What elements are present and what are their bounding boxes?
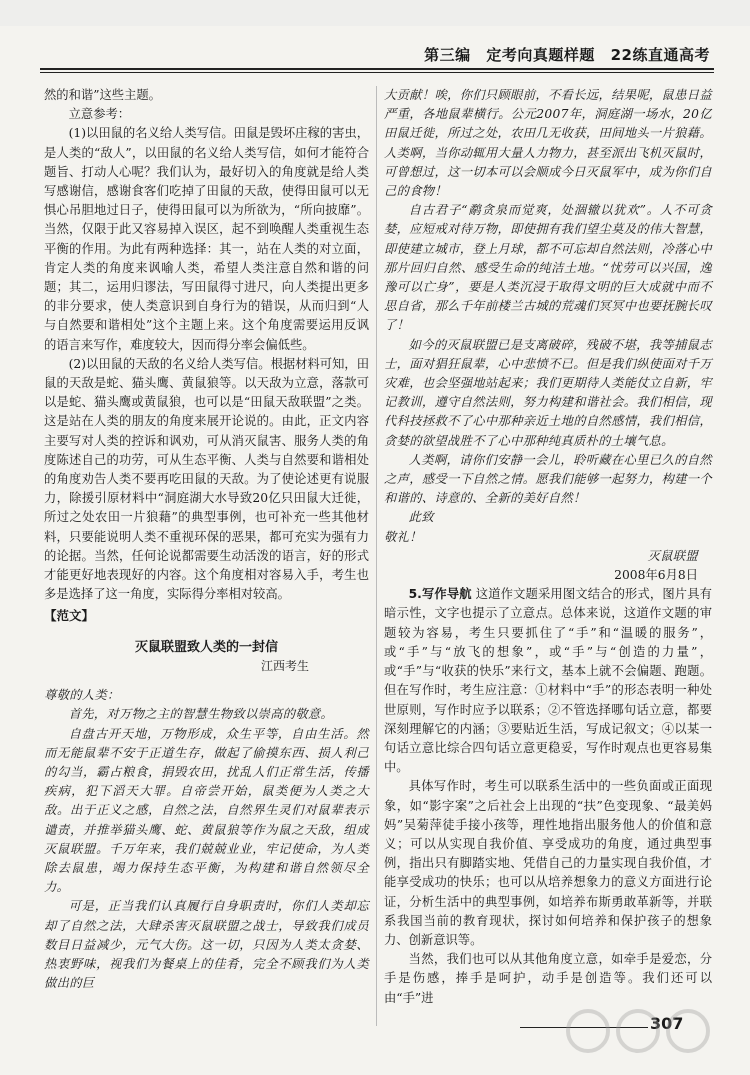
letter-paragraph: 如今的灭鼠联盟已是支离破碎，残破不堪，我等捕鼠志士，面对猖狂鼠辈，心中悲愤不已。但是我们纵使面对千万灾难，也会坚强地站起来；我们更期待人类能仗立自新，牢记教训，遵守自然法则，努力构建和谐社会。我们相信，现代科技拯救不了心中那种亲近土地的自然感情，我们相信，贪婪的欲望战胜不了心中那种纯真质朴的土壤气息。	[384, 337, 712, 448]
letter-paragraph: 人类啊，请你们安静一会儿，聆听藏在心里已久的自然之声，感受一下自然之情。愿我们能够一起努力，构建一个和谐的、诗意的、全新的美好自然！	[384, 452, 712, 506]
topic-label: 定考向真题样题	[486, 46, 595, 64]
paragraph: 当然，我们也可以从其他角度立意，如牵手是爱恋，分手是伤感，捧手是呵护，动手是创造等。我们还可以由“手”进	[384, 952, 712, 1005]
letter-signer: 灭鼠联盟	[647, 548, 698, 563]
header-rule-thin	[40, 72, 714, 73]
letter-paragraph: 自古君子“鹬贪泉而觉爽，处涸辙以犹欢”。人不可贪婪，应短戒对待万物，即使拥有我们望尘莫及的伟大智慧，即使建立城市，登上月球，都不可忘却自然法则，冷落心中那片回归自然、感受生命的纯洁土地。“忧劳可以兴国，逸豫可以亡身”，要是人类沉浸于取得文明的巨大成就中而不思自省，那么千年前楼兰古城的荒魂们冥冥中也要抚腕长叹了！	[384, 203, 712, 333]
book-label: 22练直通高考	[610, 46, 710, 64]
letter-paragraph: 自盘古开天地，万物形成，众生平等，自由生活。然而无能鼠辈不安于正道生存，做起了偷摸东西、损人利己的勾当，霸占粮食，捐毁农田，扰乱人们正常生活，传播疾病，犯下滔天大罪。自帝尝开始，鼠类便为人类之大敌。出于正义之感，自然之法，自然界生灵们对鼠辈表示谴责，并推举猫头鹰、蛇、黄鼠狼等作为鼠之天敌，组成灭鼠联盟。千万年来，我们兢兢业业，牢记使命，为人类除去鼠患，竭力保持生态平衡，为构建和谐自然领尽全力。	[44, 726, 369, 895]
letter-salutation: 尊敬的人类：	[44, 688, 120, 703]
paragraph: (1)以田鼠的名义给人类写信。田鼠是毁坏庄稼的害虫，是人类的“敌人”，以田鼠的名义给人类写信，如何才能符合题旨、打动人心呢？我们认为，最好切入的角度就是给人类写感谢信，感谢食客们吃掉了田鼠的天敌，使得田鼠可以无惧心吊胆地过日子，使得田鼠可以为所欲为，“所向披靡”。当然，仅限于此又容易掉入误区，起不到唤醒人类重视生态平衡的作用。为此有两种选择：其一，站在人类的对立面，肯定人类的角度来讽喻人类，希望人类注意自然和谐的问题；其二，运用归谬法，写田鼠得寸进尺，向人类提出更多的非分要求，使人类意识到自身行为的错误，从而归到“人与自然要和谐相处”这个主题上来。这个角度需要运用反讽的语言来写作，难度较大，因而得分率会偏低些。	[44, 126, 369, 352]
paragraph: 具体写作时，考生可以联系生活中的一些负面或正面现象，如“影字案”之后社会上出现的“扶”色变现象、“最美妈妈”吴菊萍徒手接小孩等，理性地指出服务他人的价值和意义；可以从实现自我价值、享受成功的角度，通过典型事例，指出只有脚踏实地、凭借自己的力量实现自我价值，才能享受成功的快乐；也可以从培养想象力的意义方面进行论证，分析生活中的典型事例，如培养布斯勇敢革新等，并联系我国当前的教育现状，探讨如何培养和保护孩子的想象力、创新意识等。	[384, 779, 712, 947]
writing-guide-label: 5.写作导航	[408, 587, 472, 602]
letter-date: 2008年6月8日	[614, 568, 698, 583]
letter-closing: 此致	[408, 510, 434, 525]
letter-closing: 敬礼！	[384, 529, 422, 544]
paragraph-heading: 立意参考：	[68, 107, 131, 122]
column-divider	[376, 86, 377, 1026]
running-head	[424, 44, 710, 65]
header-rule	[40, 68, 714, 70]
watermark-logo	[558, 1003, 728, 1063]
right-column	[384, 86, 712, 1008]
section-label: 第三编	[424, 46, 471, 64]
page-number: 307	[650, 1014, 684, 1033]
page-header	[0, 0, 750, 74]
letter-paragraph: 大贡献！唉，你们只顾眼前，不看长远，结果呢，鼠患日益严重，各地鼠辈横行。公元2007年，洞庭湖一场水，20亿田鼠迁徙，所过之处，农田几无收获，田间地头一片狼藉。人类啊，当你动辄用大量人力物力，甚至派出飞机灭鼠时，可曾想过，这一切本可以会顺成今日灭鼠军中，成为你们自己的食物！	[384, 88, 712, 199]
writing-guide-paragraph	[384, 585, 712, 777]
left-column	[44, 86, 369, 993]
letter-paragraph: 可是，正当我们认真履行自身职责时，你们人类却忘却了自然之法，大肆杀害灭鼠联盟之战士，导致我们成员数目日益减少，元气大伤。这一切，只因为人类太贪婪、热衷野味，视我们为餐桌上的佳肴，完全不顾我们为人类做出的巨	[44, 899, 369, 991]
paragraph: 然的和谐”这些主题。	[44, 88, 161, 102]
paragraph: (2)以田鼠的天敌的名义给人类写信。根据材料可知，田鼠的天敌是蛇、猫头鹰、黄鼠狼等。以天敌为立意，落款可以是蛇、猫头鹰或黄鼠狼，也可以是“田鼠天敌联盟”之类。这是站在人类的朋友的角度来展开论说的。由此，正文内容主要写对人类的控诉和讽劝，可从消灭鼠害、服务人类的角度陈述自己的功劳，可从生态平衡、人类与自然要和谐相处的角度劝告人类不要再吃田鼠的天敌。为了使论述更有说服力，除援引原材料中“洞庭湖大水导致20亿只田鼠大迁徙，所过之处农田一片狼藉”的典型事例，也可补充一些其他材料，只要能说明人类不重视环保的恶果，都可充实为强有力的论据。当然，任何论说都需要生动活泼的语言，好的形式才能更好地表现好的内容。这个角度相对容易入手，考生也多是选择了这一角度，实际得分率相对较高。	[44, 356, 369, 602]
letter-title: 灭鼠联盟致人类的一封信	[134, 639, 278, 655]
writing-guide-text: 这道作文题采用图文结合的形式，图片具有暗示性，文字也提示了立意点。总体来说，这道作文题的审题较为容易，考生只要抓住了“手”和“温暖的服务”，或“手”与“放飞的想象”，或“手”与“创造的力量”，或“手”与“收获的快乐”来行文，基本上就不会偏题、跑题。但在写作时，考生应注意：①材料中“手”的形态表明一种处世原则，写作时应予以联系；②不管选择哪句话立意，都要深刻理解它的内涵；③要贴近生活，写成记叙文；④以某一句话立意比综合四句话立意更稳妥，写作时观点也更容易集中。	[384, 587, 712, 775]
sample-essay-tag: 【范文】	[44, 608, 95, 624]
letter-author: 江西考生	[260, 658, 309, 673]
header-band	[0, 0, 750, 26]
letter-paragraph: 首先，对万物之主的智慧生物致以崇高的敬意。	[68, 707, 334, 722]
